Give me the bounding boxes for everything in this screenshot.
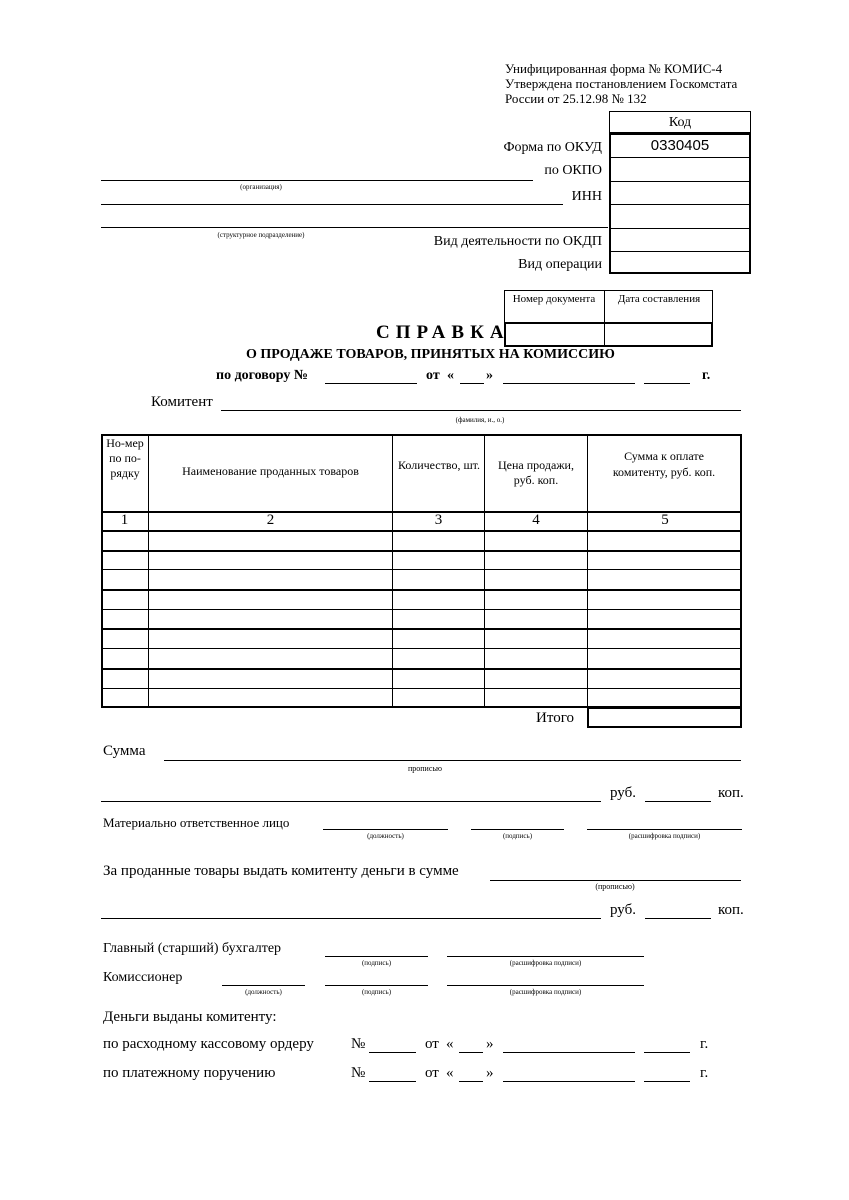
col-header-name: Наименование проданных товаров xyxy=(182,464,359,478)
komitent-field[interactable] xyxy=(221,410,741,411)
col-header-quantity: Количество, шт. xyxy=(397,458,481,472)
payout-kop-field[interactable] xyxy=(645,918,711,919)
payout-words-field[interactable] xyxy=(490,880,741,881)
contract-year-field[interactable] xyxy=(644,383,690,384)
operation-label: Вид операции xyxy=(518,257,602,272)
komitent-caption: (фамилия, и., о.) xyxy=(455,416,505,424)
okpo-label: по ОКПО xyxy=(544,163,602,178)
payout-caption: (прописью) xyxy=(595,882,635,891)
sum-words-field-2[interactable] xyxy=(101,801,601,802)
accountant-label: Главный (старший) бухгалтер xyxy=(103,941,282,956)
komitent-label: Комитент xyxy=(151,394,213,410)
organization-line[interactable] xyxy=(101,180,533,181)
doc-number-label: Номер документа xyxy=(512,293,596,305)
cash-order-quote-open: « xyxy=(446,1036,454,1052)
total-label: Итого xyxy=(536,710,574,726)
responsible-position-field[interactable] xyxy=(323,829,448,830)
payment-order-day-field[interactable] xyxy=(459,1081,483,1082)
cash-order-day-field[interactable] xyxy=(459,1052,483,1053)
table-row[interactable] xyxy=(101,688,742,689)
doc-number-date-box xyxy=(504,290,713,347)
cash-order-label: по расходному кассовому ордеру xyxy=(103,1036,314,1052)
payment-order-year-field[interactable] xyxy=(644,1081,690,1082)
paid-label: Деньги выданы комитенту: xyxy=(103,1009,277,1025)
cash-order-month-field[interactable] xyxy=(503,1052,635,1053)
doc-date-label: Дата составления xyxy=(617,293,701,305)
contract-year-label: г. xyxy=(702,368,711,383)
total-field[interactable] xyxy=(587,707,742,728)
cash-order-number-field[interactable] xyxy=(369,1052,416,1053)
col-number-4: 4 xyxy=(532,512,540,528)
doc-title: СПРАВКА xyxy=(376,322,510,343)
col-number-5: 5 xyxy=(661,512,669,528)
commissioner-signature-caption: (подпись) xyxy=(361,988,392,996)
form-line-2: Утверждена постановлением Госкомстата xyxy=(505,76,738,91)
cash-order-year-label: г. xyxy=(700,1036,709,1052)
sum-kop: коп. xyxy=(718,785,744,801)
cash-order-number-sign: № xyxy=(351,1036,366,1052)
okud-code-value: 0330405 xyxy=(650,137,710,154)
contract-label: по договору № xyxy=(216,368,308,383)
code-box xyxy=(609,111,751,274)
col-number-3: 3 xyxy=(434,512,443,528)
form-line-3: России от 25.12.98 № 132 xyxy=(505,91,647,106)
col-header-sum: Сумма к оплате комитенту, руб. коп. xyxy=(612,449,716,479)
goods-table xyxy=(101,434,742,708)
form-header xyxy=(505,61,737,106)
commissioner-position-field[interactable] xyxy=(222,985,305,986)
payment-order-label: по платежному поручению xyxy=(103,1065,276,1081)
doc-date-field[interactable] xyxy=(606,324,711,345)
subdivision-line[interactable] xyxy=(101,227,608,228)
table-row[interactable] xyxy=(101,550,742,552)
responsible-decoding-field[interactable] xyxy=(587,829,742,830)
doc-number-field[interactable] xyxy=(506,324,602,345)
payout-label: За проданные товары выдать комитенту деньги в сумме xyxy=(103,863,459,879)
payout-rub: руб. xyxy=(610,902,636,918)
col-header-number: Но-мер по по-рядку xyxy=(106,436,144,480)
payment-order-year-label: г. xyxy=(700,1065,709,1081)
cash-order-quote-close: » xyxy=(486,1036,494,1052)
sum-words-field[interactable] xyxy=(164,760,741,761)
payment-order-month-field[interactable] xyxy=(503,1081,635,1082)
commissioner-decoding-caption: (расшифровка подписи) xyxy=(509,988,582,996)
doc-subtitle: О ПРОДАЖЕ ТОВАРОВ, ПРИНЯТЫХ НА КОМИССИЮ xyxy=(246,347,615,362)
col-header-price: Цена продажи, руб. коп. xyxy=(498,458,574,487)
payment-order-number-field[interactable] xyxy=(369,1081,416,1082)
commissioner-label: Комиссионер xyxy=(103,970,183,985)
accountant-signature-caption: (подпись) xyxy=(361,959,392,967)
contract-quote-close: » xyxy=(486,368,493,383)
cash-order-year-field[interactable] xyxy=(644,1052,690,1053)
accountant-decoding-field[interactable] xyxy=(447,956,644,957)
accountant-signature-field[interactable] xyxy=(325,956,428,957)
col-number-2: 2 xyxy=(266,512,275,528)
payment-order-quote-close: » xyxy=(486,1065,494,1081)
responsible-signature-field[interactable] xyxy=(471,829,564,830)
payment-order-from: от xyxy=(425,1065,439,1081)
responsible-signature-caption: (подпись) xyxy=(502,832,533,840)
table-row[interactable] xyxy=(101,628,742,630)
organization-caption: (организация) xyxy=(240,183,282,191)
payment-order-quote-open: « xyxy=(446,1065,454,1081)
subdivision-caption: (структурное подразделение) xyxy=(217,231,305,239)
sum-caption: прописью xyxy=(407,764,443,773)
contract-quote-open: « xyxy=(447,368,454,383)
commissioner-position-caption: (должность) xyxy=(245,988,282,996)
table-row[interactable] xyxy=(101,589,742,591)
payment-order-number-sign: № xyxy=(351,1065,366,1081)
sum-rub: руб. xyxy=(610,785,636,801)
payout-words-field-2[interactable] xyxy=(101,918,601,919)
responsible-position-caption: (должность) xyxy=(367,832,404,840)
inn-label: ИНН xyxy=(571,189,602,204)
responsible-decoding-caption: (расшифровка подписи) xyxy=(628,832,701,840)
organization-line-2[interactable] xyxy=(101,204,563,205)
payout-kop: коп. xyxy=(718,902,744,918)
cash-order-from: от xyxy=(425,1036,439,1052)
table-row[interactable] xyxy=(101,569,742,570)
kod-header: Код xyxy=(609,111,751,134)
commissioner-decoding-field[interactable] xyxy=(447,985,644,986)
contract-month-field[interactable] xyxy=(503,383,635,384)
okud-label: Форма по ОКУД xyxy=(503,140,602,155)
sum-kop-field[interactable] xyxy=(645,801,711,802)
okdp-label: Вид деятельности по ОКДП xyxy=(433,234,602,249)
contract-number-field[interactable] xyxy=(325,383,417,384)
table-row[interactable] xyxy=(101,668,742,670)
table-row[interactable] xyxy=(101,648,742,649)
contract-day-field[interactable] xyxy=(460,383,484,384)
accountant-decoding-caption: (расшифровка подписи) xyxy=(509,959,582,967)
table-row[interactable] xyxy=(101,609,742,610)
sum-label: Сумма xyxy=(103,743,146,759)
responsible-label: Материально ответственное лицо xyxy=(103,815,290,830)
contract-from: от xyxy=(426,368,440,383)
form-line-1: Унифицированная форма № КОМИС-4 xyxy=(505,61,723,76)
col-number-1: 1 xyxy=(120,512,129,528)
commissioner-signature-field[interactable] xyxy=(325,985,428,986)
